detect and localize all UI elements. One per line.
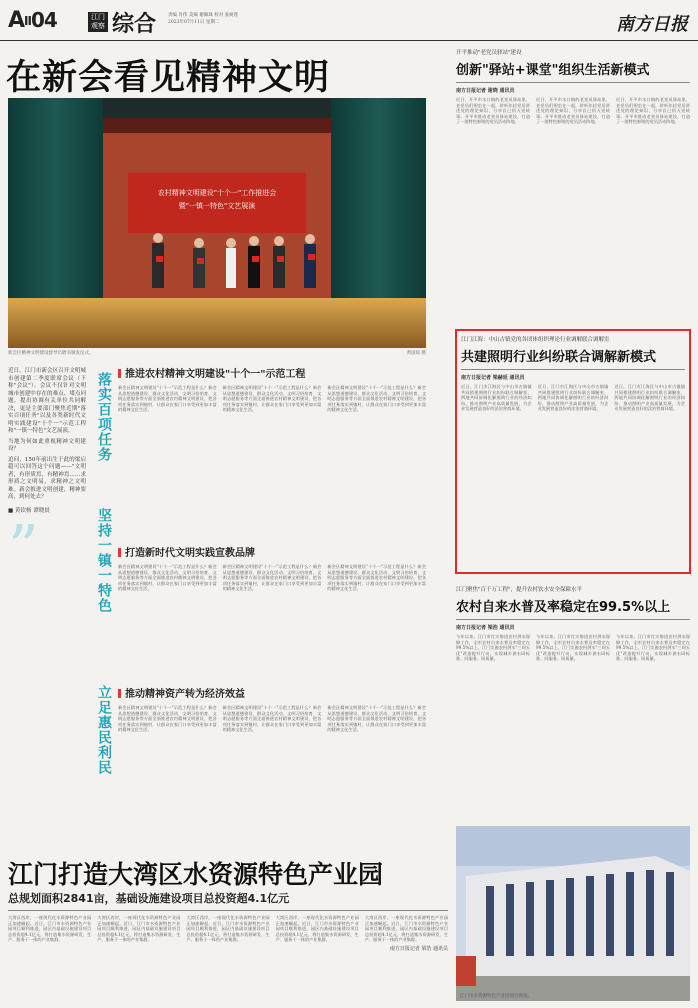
stage-banner-line-2: 暨"一镇一特色"文艺展演 — [178, 202, 256, 210]
water-headline: 农村自来水普及率稳定在99.5%以上 — [456, 600, 671, 615]
section-tag-1: 江门 — [91, 13, 105, 21]
center-section-3 — [118, 685, 426, 733]
bottom-article-body — [8, 910, 448, 952]
lead-paragraph-1: 近日，江门市新会区召开文明城市创建第二季度联席会议（下称"会议"）。会议不仅针对文明城市创建中存在的难点、堵点问题，提出协调有关单位共同解决，更是主要部门聚焦近期"落实百项任务"以及各类新时代文明实践建设"十个一"示范工程和"一镇一特色"文艺展演。 — [8, 368, 86, 434]
highlighted-article[interactable] — [455, 329, 691, 574]
highlight-body-a: 近日，江门市江海区与中山市古镇镇共同搭建照明行业纠纷联合调解室，两地共同协调化解照明行业的经济纠纷，推动照明产业高质量发展，为企业发展营造良好的法治营商环境。 — [461, 384, 532, 412]
highlight-body-c: 近日，江门市江海区与中山市古镇镇共同搭建照明行业纠纷联合调解室，两地共同协调化解照明行业的经济纠纷，推动照明产业高质量发展，为企业发展营造良好的法治营商环境。 — [614, 384, 686, 412]
kaiping-body-b: 近日，开平市水口镇的老党员驿站里，老党员们围坐在一起，聆听年轻党员讲述党的理论知识，分享自己的入党故事。开平市推动老党员驿站建设，打造了一批特色鲜明的党员活动阵地。 — [536, 97, 610, 125]
masthead-meta — [168, 12, 238, 26]
paper-logo: 南方日报 — [616, 14, 688, 35]
page-number — [8, 8, 57, 33]
section-title-2: 坚持一镇一特色 — [96, 508, 112, 613]
lead-column — [8, 368, 86, 813]
water-body-a: 今年以来，江门市扎实推进农村供水保障工作，全市农村自来水普及率稳定在99.5%以上。江门实施农村供水"三同五化"改造提升行动，实现城乡供水同标准、同服务、同质量。 — [456, 634, 530, 662]
section-tag-2: 观察 — [91, 22, 105, 30]
center-body-2b: 新会区精神文明建设"十个一"示范工程是什么？新会从思想道德建设、群众文化活动、文明习俗培育、文明志愿服务等方面全面推进农村精神文明建设，把各项任务落实到镇村，让群众在家门口享受到更加丰富的精神文化生活。 — [222, 564, 322, 592]
center-subhead-3: 推动精神资产转为经济效益 — [118, 685, 426, 700]
masthead — [0, 0, 698, 41]
kaiping-body-a: 近日，开平市水口镇的老党员驿站里，老党员们围坐在一起，聆听年轻党员讲述党的理论知识，分享自己的入党故事。开平市推动老党员驿站建设，打造了一批特色鲜明的党员活动阵地。 — [456, 97, 530, 125]
lead-photo — [8, 98, 426, 348]
center-body-3a: 新会区精神文明建设"十个一"示范工程是什么？新会从思想道德建设、群众文化活动、文明习俗培育、文明志愿服务等方面全面推进农村精神文明建设，把各项任务落实到镇村，让群众在家门口享受到更加丰富的精神文化生活。 — [118, 705, 217, 733]
industrial-photo-caption: 江门市水资源特色产业园项目现场。 — [460, 994, 532, 999]
highlight-byline: 南方日报记者 梁赫延 通讯员 — [461, 375, 525, 381]
section-name: 综合 — [112, 12, 157, 37]
center-body-1c: 新会区精神文明建设"十个一"示范工程是什么？新会从思想道德建设、群众文化活动、文明习俗培育、文明志愿服务等方面全面推进农村精神文明建设，把各项任务落实到镇村，让群众在家门口享受到更加丰富的精神文化生活。 — [327, 385, 427, 413]
kaiping-body-c: 近日，开平市水口镇的老党员驿站里，老党员们围坐在一起，聆听年轻党员讲述党的理论知识，分享自己的入党故事。开平市推动老党员驿站建设，打造了一批特色鲜明的党员活动阵地。 — [616, 97, 690, 125]
photo-credit: 黄国琼 摄 — [406, 351, 426, 356]
center-section-2 — [118, 544, 426, 592]
bottom-body-c: 大湾区西岸，一座现代化水资源特色产业园正加速崛起。近日，江门市水资源特色产业园项目顺利推进，园区内基础设施建设项目总投资超4.1亿元，将打造集水资源研发、生产、服务于一体的产业集群。 — [186, 915, 270, 943]
kaiping-kicker: 开平推动"老党员驿站"建设 — [456, 50, 522, 56]
section-title-1: 落实百项任务 — [96, 372, 112, 462]
highlight-headline: 共建照明行业纠纷联合调解新模式 — [461, 350, 657, 365]
bottom-body-b: 大湾区西岸，一座现代化水资源特色产业园正加速崛起。近日，江门市水资源特色产业园项目顺利推进，园区内基础设施建设项目总投资超4.1亿元，将打造集水资源研发、生产、服务于一体的产业集群。 — [97, 915, 181, 943]
page-prefix: A — [8, 8, 25, 33]
kaiping-byline: 南方日报记者 谢晓 通讯员 — [456, 88, 515, 94]
water-body-b: 今年以来，江门市扎实推进农村供水保障工作，全市农村自来水普及率稳定在99.5%以上。江门实施农村供水"三同五化"改造提升行动，实现城乡供水同标准、同服务、同质量。 — [536, 634, 610, 662]
editors-line: 责编 肖伟 美编 谢佩珠 校对 张树莲 — [168, 13, 239, 18]
page-roman: II — [24, 14, 31, 28]
bottom-body-e: 大湾区西岸，一座现代化水资源特色产业园正加速崛起。近日，江门市水资源特色产业园项目顺利推进，园区内基础设施建设项目总投资超4.1亿元，将打造集水资源研发、生产、服务于一体的产业集群。 — [364, 915, 449, 943]
stage-photo-illustration — [8, 98, 426, 348]
stage-banner-line-1: 农村精神文明建设"十个一"工作推进会 — [157, 189, 277, 197]
lead-byline: ■ 黄钦杨 谭晓晨 — [8, 507, 50, 514]
page-number-digits: 04 — [30, 8, 57, 32]
center-section-1 — [118, 365, 426, 413]
kaiping-headline: 创新"驿站+课堂"组织生活新模式 — [456, 63, 650, 78]
lead-paragraph-3: 追问，150年前出生于此的梁启超可以回答这个问题——"文明者，有形质焉，有精神焉……求形质之文明易，求精神之文明难。新会推进文明创建，精神要高，到何处去？ — [8, 456, 86, 500]
date-line: 2023年07月11日 星期二 — [168, 20, 220, 25]
highlight-body-b: 近日，江门市江海区与中山市古镇镇共同搭建照明行业纠纷联合调解室，两地共同协调化解照明行业的经济纠纷，推动照明产业高质量发展，为企业发展营造良好的法治营商环境。 — [537, 384, 609, 412]
industrial-park-photo — [456, 826, 690, 1001]
center-body-1a: 新会区精神文明建设"十个一"示范工程是什么？新会从思想道德建设、群众文化活动、文明习俗培育、文明志愿服务等方面全面推进农村精神文明建设，把各项任务落实到镇村，让群众在家门口享受到更加丰富的精神文化生活。 — [118, 385, 217, 413]
bottom-body-d: 大湾区西岸，一座现代化水资源特色产业园正加速崛起。近日，江门市水资源特色产业园项目顺利推进，园区内基础设施建设项目总投资超4.1亿元，将打造集水资源研发、生产、服务于一体的产业集群。 — [275, 915, 359, 943]
center-body-2a: 新会区精神文明建设"十个一"示范工程是什么？新会从思想道德建设、群众文化活动、文明习俗培育、文明志愿服务等方面全面推进农村精神文明建设，把各项任务落实到镇村，让群众在家门口享受到更加丰富的精神文化生活。 — [118, 564, 217, 592]
center-body-2c: 新会区精神文明建设"十个一"示范工程是什么？新会从思想道德建设、群众文化活动、文明习俗培育、文明志愿服务等方面全面推进农村精神文明建设，把各项任务落实到镇村，让群众在家门口享受到更加丰富的精神文化生活。 — [327, 564, 427, 592]
bottom-subheadline: 总规划面积2841亩，基础设施建设项目总投资超4.1亿元 — [8, 892, 290, 905]
section-title-3: 立足惠民利民 — [96, 685, 112, 775]
bottom-headline: 江门打造大湾区水资源特色产业园 — [8, 860, 384, 889]
highlight-content — [457, 331, 689, 416]
section-tag — [88, 12, 108, 32]
article-water — [456, 585, 690, 662]
article-kaiping — [456, 48, 690, 125]
center-subhead-1: 推进农村精神文明建设"十个一"示范工程 — [118, 365, 426, 380]
photo-caption-text: 新会区精神文明建设督导员聘书颁发仪式。 — [8, 351, 94, 356]
center-body-3b: 新会区精神文明建设"十个一"示范工程是什么？新会从思想道德建设、群众文化活动、文明习俗培育、文明志愿服务等方面全面推进农村精神文明建设，把各项任务落实到镇村，让群众在家门口享受到更加丰富的精神文化生活。 — [222, 705, 322, 733]
lead-paragraph-2: 当地为何如此重视精神文明建设？ — [8, 438, 86, 452]
building-illustration — [456, 826, 690, 1001]
quote-mark-icon: ” — [8, 512, 39, 583]
main-headline: 在新会看见精神文明 — [6, 58, 331, 98]
bottom-body-a: 大湾区西岸，一座现代化水资源特色产业园正加速崛起。近日，江门市水资源特色产业园项目顺利推进，园区内基础设施建设项目总投资超4.1亿元，将打造集水资源研发、生产、服务于一体的产业集群。 — [8, 915, 92, 943]
photo-caption — [8, 350, 426, 356]
water-byline: 南方日报记者 梁浩 通讯员 — [456, 625, 515, 631]
center-body-1b: 新会区精神文明建设"十个一"示范工程是什么？新会从思想道德建设、群众文化活动、文明习俗培育、文明志愿服务等方面全面推进农村精神文明建设，把各项任务落实到镇村，让群众在家门口享受到更加丰富的精神文化生活。 — [222, 385, 322, 413]
highlight-kicker: 江门江海：中山古镇党的各团体组织理论行业调解联合调解室 — [461, 337, 610, 343]
center-body-3c: 新会区精神文明建设"十个一"示范工程是什么？新会从思想道德建设、群众文化活动、文明习俗培育、文明志愿服务等方面全面推进农村精神文明建设，把各项任务落实到镇村，让群众在家门口享受到更加丰富的精神文化生活。 — [327, 705, 427, 733]
center-subhead-2: 打造新时代文明实践宣教品牌 — [118, 544, 426, 559]
water-kicker: 江门聚焦"百千万工程"，提升农村饮水安全保障水平 — [456, 587, 583, 593]
water-body-c: 今年以来，江门市扎实推进农村供水保障工作，全市农村自来水普及率稳定在99.5%以上。江门实施农村供水"三同五化"改造提升行动，实现城乡供水同标准、同服务、同质量。 — [616, 634, 690, 662]
bottom-byline: 南方日报记者 梁浩 通讯员 — [389, 945, 448, 952]
